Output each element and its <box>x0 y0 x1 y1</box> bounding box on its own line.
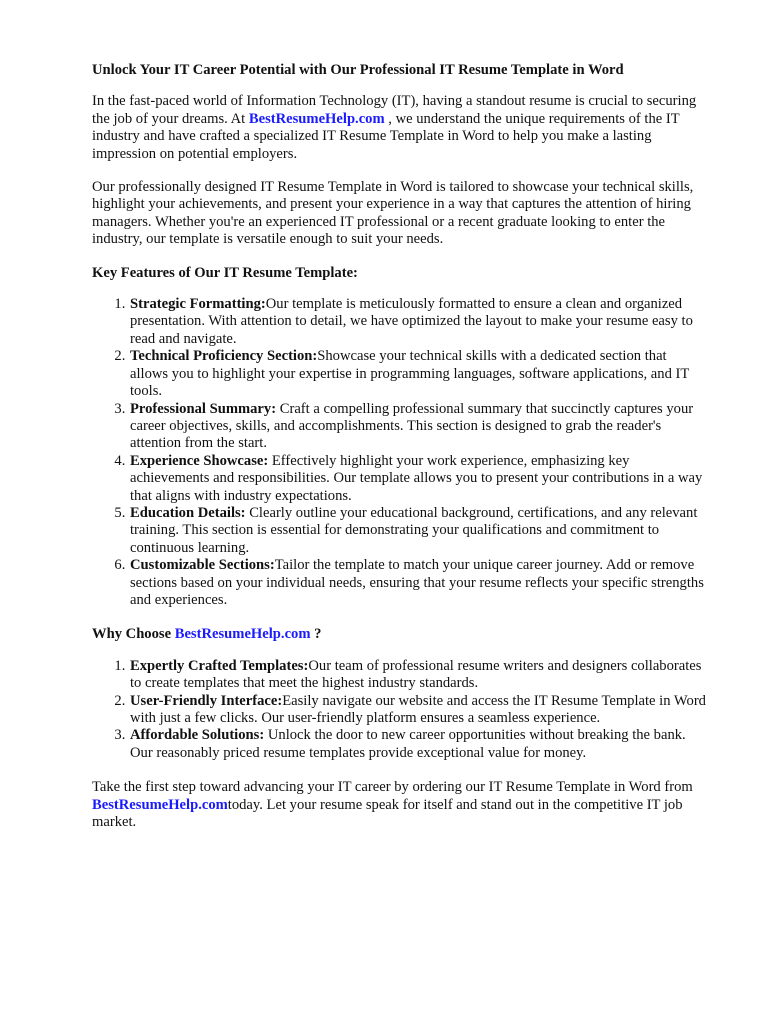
list-item <box>129 727 706 762</box>
list-item <box>129 557 706 609</box>
features-heading: Key Features of Our IT Resume Template: <box>92 264 358 281</box>
list-item <box>129 658 706 693</box>
intro-text-after: , we understand the unique requirements of the IT industry and have crafted a specialized IT Resume Template in Word to help you make a lasting impression on potential employers. <box>92 110 680 162</box>
reason-name: Expertly Crafted Templates: <box>130 657 309 674</box>
list-item <box>129 401 706 453</box>
reason-text: Unlock the door to new career opportunities without breaking the bank. Our reasonably priced resume templates provide exceptional value for money. <box>130 727 686 761</box>
intro-paragraph <box>92 93 706 163</box>
intro-site-link[interactable]: BestResumeHelp.com <box>248 110 385 127</box>
reason-text: Our team of professional resume writers and designers collaborates to create templates that meet the highest industry standards. <box>130 657 702 692</box>
feature-text: Craft a compelling professional summary that succinctly captures your career objectives, skills, and accomplishments. This section is designed to grab the reader's attention from the start. <box>130 400 694 452</box>
description-paragraph: Our professionally designed IT Resume Template in Word is tailored to showcase your technical skills, highlight your achievements, and present your experience in a way that captures the attention of hiring managers. Whether you're an experienced IT professional or a recent graduate looking to enter the industry, our template is versatile enough to suit your needs. <box>92 179 694 248</box>
feature-text: Effectively highlight your work experience, emphasizing key achievements and responsibilities. Our template allows you to present your contributions in a way that aligns with industry expectations. <box>130 452 703 504</box>
closing-text-before: Take the first step toward advancing your IT career by ordering our IT Resume Template in Word from <box>92 779 693 796</box>
list-item <box>129 296 706 348</box>
list-item <box>129 693 706 728</box>
feature-text: Our template is meticulously formatted to ensure a clean and organized presentation. With attention to detail, we have optimized the layout to make your resume easy to read and navigate. <box>130 296 693 347</box>
why-heading <box>92 626 706 643</box>
feature-name: Experience Showcase: <box>130 452 269 469</box>
feature-name: Customizable Sections: <box>130 557 275 574</box>
intro-text-before: In the fast-paced world of Information Technology (IT), having a standout resume is crucial to securing the job of your dreams. At <box>92 93 697 127</box>
why-site-link[interactable]: BestResumeHelp.com <box>174 626 311 643</box>
features-list <box>92 296 706 609</box>
closing-paragraph <box>92 779 706 831</box>
feature-name: Professional Summary: <box>130 400 277 417</box>
document-title: Unlock Your IT Career Potential with Our Professional IT Resume Template in Word <box>92 62 624 78</box>
why-heading-suffix: ? <box>310 626 322 643</box>
feature-name: Strategic Formatting: <box>130 296 266 313</box>
reason-name: User-Friendly Interface: <box>130 692 283 709</box>
reason-text: Easily navigate our website and access the IT Resume Template in Word with just a few clicks. Our user-friendly platform ensures a seamless experience. <box>130 692 706 726</box>
feature-text: Showcase your technical skills with a dedicated section that allows you to highlight your expertise in programming languages, software applications, and IT tools. <box>130 348 690 400</box>
list-item <box>129 505 706 557</box>
feature-text: Clearly outline your educational background, certifications, and any relevant training. This section is essential for demonstrating your qualifications and commitment to continuous learning. <box>130 504 698 556</box>
closing-site-link[interactable]: BestResumeHelp.com <box>92 796 228 813</box>
reasons-list <box>92 658 706 762</box>
feature-name: Technical Proficiency Section: <box>130 348 318 365</box>
list-item <box>129 348 706 400</box>
closing-text-after: today. Let your resume speak for itself and stand out in the competitive IT job market. <box>92 796 683 831</box>
list-item <box>129 453 706 505</box>
feature-name: Education Details: <box>130 504 246 521</box>
why-heading-text: Why Choose <box>92 626 175 643</box>
reason-name: Affordable Solutions: <box>130 727 265 744</box>
feature-text: Tailor the template to match your unique career journey. Add or remove sections based on your individual needs, ensuring that your resume reflects your specific strengths and experiences. <box>130 557 704 608</box>
